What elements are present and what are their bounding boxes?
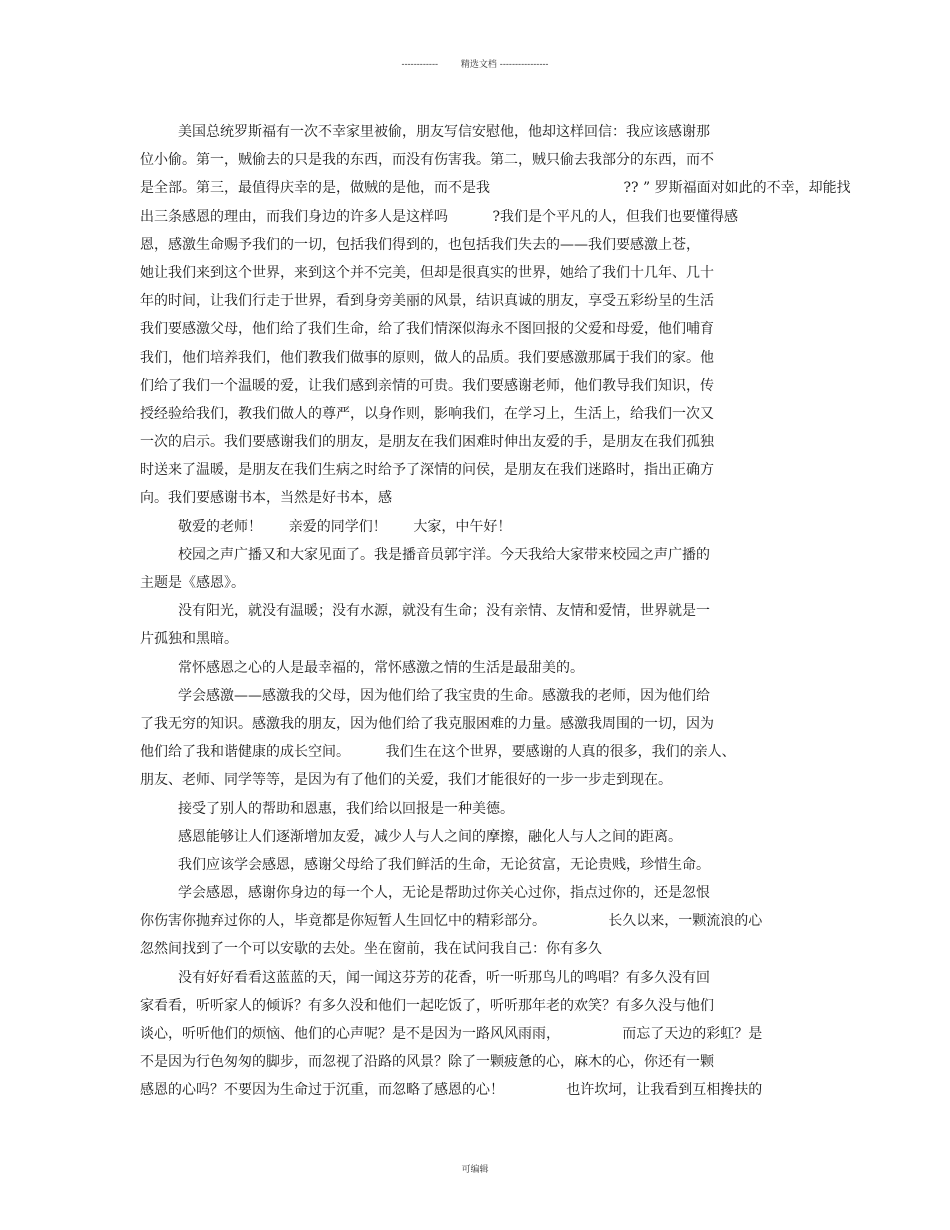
text-line: 没有阳光，就没有温暖；没有水源，就没有生命；没有亲情、友情和爱情，世界就是一 [178,603,710,620]
text-line: 学会感恩，感谢你身边的每一个人，无论是帮助过你关心过你，指点过你的，还是忽恨 [178,885,710,902]
text-line: 忽然间找到了一个可以安歇的去处。坐在窗前，我在试问我自己：你有多久 [140,941,602,958]
text-line: 我们，他们培养我们，他们教我们做事的原则，做人的品质。我们要感激那属于我们的家。他 [140,349,714,366]
text-line: 美国总统罗斯福有一次不幸家里被偷，朋友写信安慰他，他却这样回信：我应该感谢那 [178,124,710,140]
document-body [140,118,920,1105]
page-header: ------------ 精选文档 ---------------- [401,60,549,70]
text-line: 是全部。第三，最值得庆幸的是，做贼的是他，而不是我 ?? ” 罗斯福面对如此的不幸，却能找 [140,180,851,197]
text-line: 出三条感恩的理由，而我们身边的许多人是这样吗 ?我们是个平凡的人，但我们也要懂得感 [140,208,739,225]
text-line: 家看看，听听家人的倾诉？有多久没和他们一起吃饭了，听听那年老的欢笑？有多久没与他们 [140,997,714,1014]
text-line: 恩，感激生命赐予我们的一切，包括我们得到的，也包括我们失去的——我们要感激上苍， [140,236,700,253]
text-line: 主题是《感恩》。 [140,575,245,591]
text-line: 学会感激——感激我的父母，因为他们给了我宝贵的生命。感激我的老师，因为他们给 [178,687,710,704]
text-line: 时送来了温暖，是朋友在我们生病之时给予了深情的问侯，是朋友在我们迷路时，指出正确方 [140,462,714,479]
text-line: 你伤害你抛弃过你的人，毕竟都是你短暂人生回忆中的精彩部分。 长久以来，一颗流浪的心 [140,913,763,930]
text-line: 了我无穷的知识。感激我的朋友，因为他们给了我克服困难的力量。感激我周围的一切，因为 [140,715,714,732]
text-line: 一次的启示。我们要感谢我们的朋友，是朋友在我们困难时伸出友爱的手，是朋友在我们孤独 [140,434,714,451]
text-line: 不是因为行色匆匆的脚步，而忽视了沿路的风景？除了一颗疲惫的心，麻木的心，你还有一颗 [140,1054,714,1071]
text-line: 位小偷。第一，贼偷去的只是我的东西，而没有伤害我。第二，贼只偷去我部分的东西，而不 [140,152,714,169]
text-line: 感恩的心吗？不要因为生命过于沉重，而忽略了感恩的心！ 也许坎坷，让我看到互相搀扶的 [140,1082,763,1099]
text-line: 我们应该学会感恩，感谢父母给了我们鲜活的生命，无论贫富，无论贵贱，珍惜生命。 [178,856,710,873]
text-line: 接受了别人的帮助和恩惠，我们给以回报是一种美德。 [178,800,514,817]
text-line: 朋友、老师、同学等等，是因为有了他们的关爱，我们才能很好的一步一步走到现在。 [140,772,672,789]
text-line: 们给了我们一个温暖的爱，让我们感到亲情的可贵。我们要感谢老师，他们教导我们知识，传 [140,377,714,394]
page-footer: 可编辑 [461,1165,489,1175]
text-line: 向。我们要感谢书本，当然是好书本，感 [140,490,392,507]
text-line: 校园之声广播又和大家见面了。我是播音员郭宇洋。今天我给大家带来校园之声广播的 [178,546,710,563]
text-line: 谈心，听听他们的烦恼、他们的心声呢？是不是因为一路风风雨雨， 而忘了天边的彩虹？是 [140,1026,763,1042]
text-line: 没有好好看看这蓝蓝的天，闻一闻这芬芳的花香，听一听那鸟儿的鸣唱？有多久没有回 [178,969,710,986]
text-line: 感恩能够让人们逐渐增加友爱，减少人与人之间的摩擦，融化人与人之间的距离。 [178,828,682,845]
text-line: 敬爱的老师！ 亲爱的同学们！ 大家，中午好！ [178,518,512,535]
text-line: 授经验给我们，教我们做人的尊严，以身作则，影响我们，在学习上，生活上，给我们一次又 [140,405,714,422]
text-line: 他们给了我和谐健康的成长空间。 我们生在这个世界，要感谢的人真的很多，我们的亲人、 [140,744,736,761]
text-line: 片孤独和黑暗。 [140,631,238,648]
text-line: 常怀感恩之心的人是最幸福的，常怀感激之情的生活是最甜美的。 [178,659,584,676]
text-line: 她让我们来到这个世界，来到这个并不完美，但却是很真实的世界，她给了我们十几年、几十 [140,264,714,281]
text-line: 我们要感激父母，他们给了我们生命，给了我们情深似海永不图回报的父爱和母爱，他们哺育 [140,321,714,338]
text-line: 年的时间，让我们行走于世界，看到身旁美丽的风景，结识真诚的朋友，享受五彩纷呈的生活 [140,293,714,310]
